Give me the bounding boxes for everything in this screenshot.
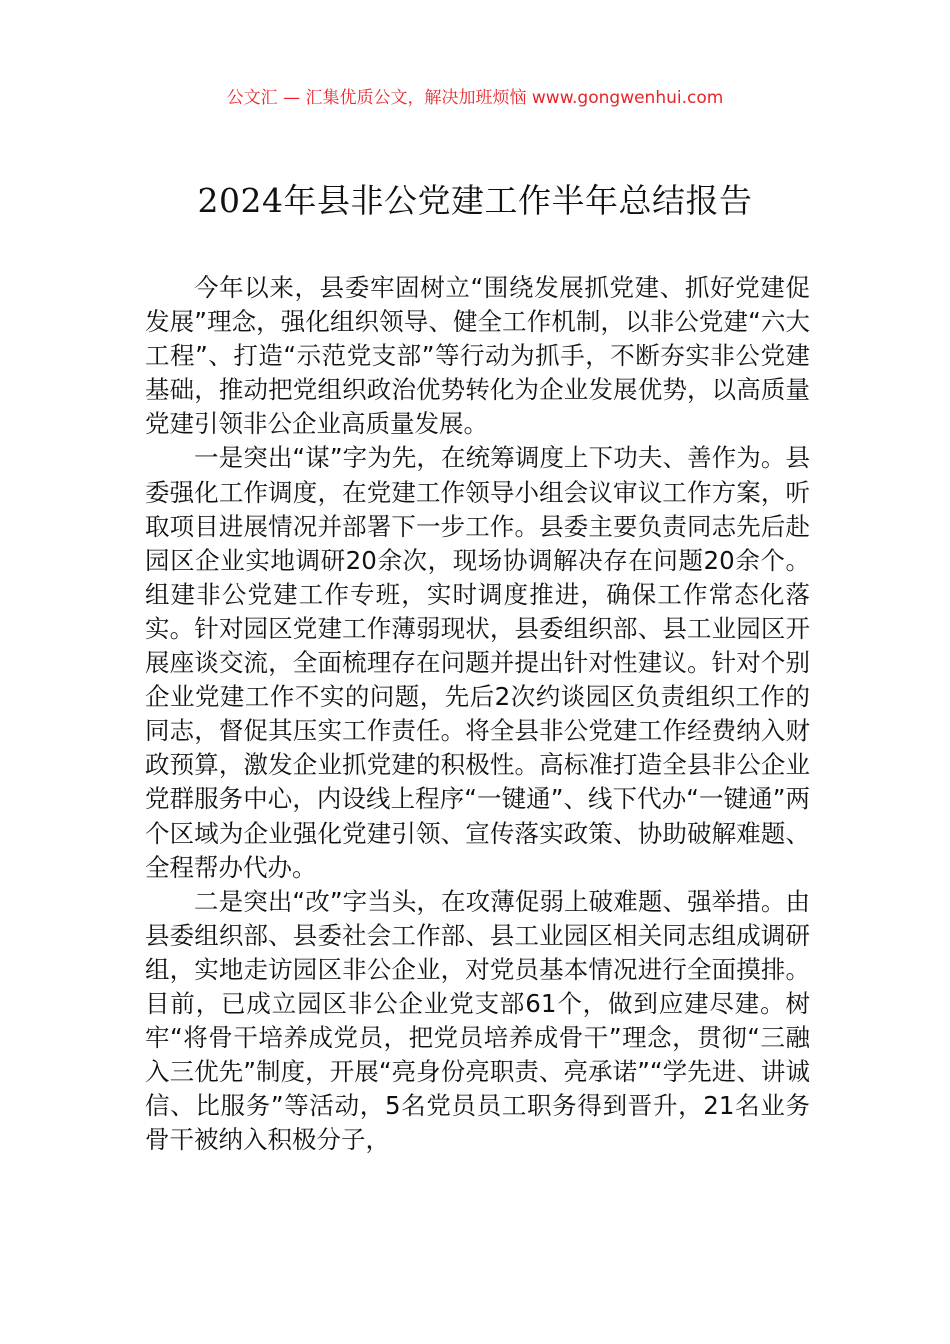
- paragraph-intro: 今年以来，县委牢固树立“围绕发展抓党建、抓好党建促发展”理念，强化组织领导、健全工作机制，以非公党建“六大工程”、打造“示范党支部”等行动为抓手，不断夯实非公党建基础，推动把党组织政治优势转化为企业发展优势，以高质量党建引领非公企业高质量发展。: [145, 273, 810, 439]
- header-banner: 公文汇 — 汇集优质公文，解决加班烦恼 www.gongwenhui.com: [226, 88, 724, 108]
- document-title: 2024年县非公党建工作半年总结报告: [197, 181, 753, 220]
- document-body: [145, 271, 810, 1157]
- paragraph-section-two: 二是突出“改”字当头，在攻薄促弱上破难题、强举措。由县委组织部、县委社会工作部、县工业园区相关同志组成调研组，实地走访园区非公企业，对党员基本情况进行全面摸排。目前，已成立园区非公企业党支部61个，做到应建尽建。树牢“将骨干培养成党员，把党员培养成骨干”理念，贯彻“三融入三优先”制度，开展“亮身份亮职责、亮承诺”“学先进、讲诚信、比服务”等活动，5名党员员工职务得到晋升，21名业务骨干被纳入积极分子，: [145, 886, 810, 1155]
- paragraph-section-one: 一是突出“谋”字为先，在统筹调度上下功夫、善作为。县委强化工作调度，在党建工作领导小组会议审议工作方案，听取项目进展情况并部署下一步工作。县委主要负责同志先后赴园区企业实地调研20余次，现场协调解决存在问题20余个。组建非公党建工作专班，实时调度推进，确保工作常态化落实。针对园区党建工作薄弱现状，县委组织部、县工业园区开展座谈交流，全面梳理存在问题并提出针对性建议。针对个别企业党建工作不实的问题，先后2次约谈园区负责组织工作的同志，督促其压实工作责任。将全县非公党建工作经费纳入财政预算，激发企业抓党建的积极性。高标准打造全县非公企业党群服务中心，内设线上程序“一键通”、线下代办“一键通”两个区域为企业强化党建引领、宣传落实政策、协助破解难题、全程帮办代办。: [145, 443, 810, 882]
